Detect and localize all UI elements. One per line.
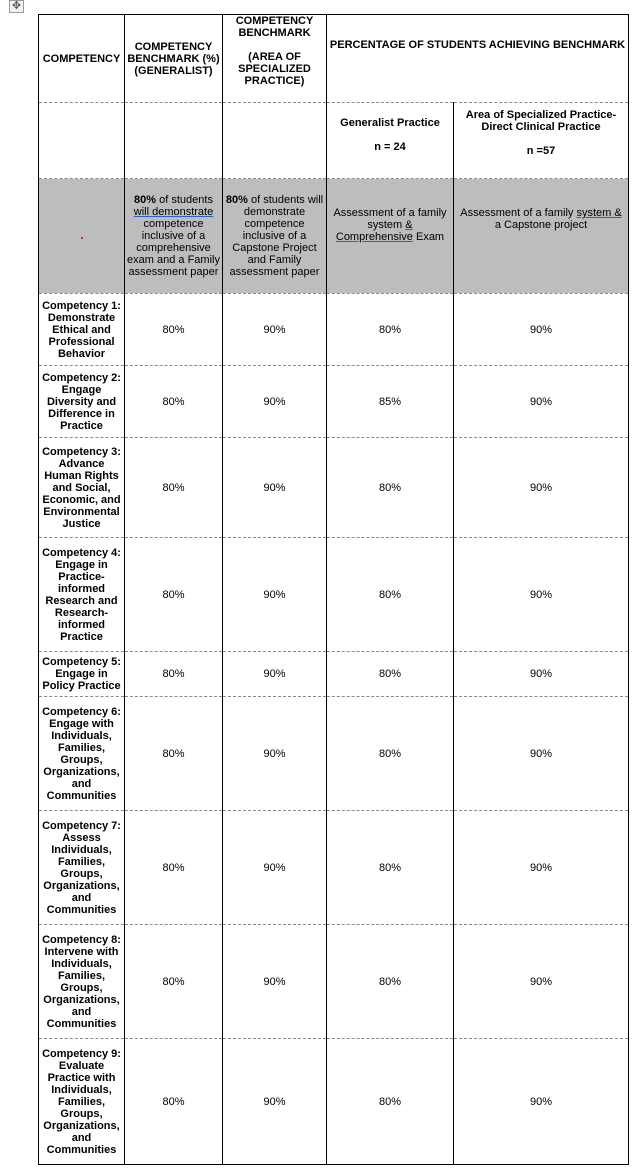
specialized-benchmark-value: 90% bbox=[223, 438, 327, 538]
header-generalist-benchmark: COMPETENCY BENCHMARK (%) (GENERALIST) bbox=[125, 15, 223, 103]
competency-name: Competency 3: Advance Human Rights and Social, Economic, and Environmental Justice bbox=[39, 438, 125, 538]
subheader-row bbox=[39, 103, 629, 179]
generalist-benchmark-value: 80% bbox=[125, 538, 223, 652]
header-competency: COMPETENCY bbox=[39, 15, 125, 103]
specialized-percentage-value: 90% bbox=[454, 438, 629, 538]
specialized-benchmark-value: 90% bbox=[223, 811, 327, 925]
subheader-generalist bbox=[327, 103, 454, 179]
generalist-benchmark-percent: 80% bbox=[134, 194, 157, 206]
competency-name: Competency 9: Evaluate Practice with Individuals, Families, Groups, Organizations, and Communities bbox=[39, 1039, 125, 1165]
generalist-benchmark-underlined: will demonstrate bbox=[133, 206, 214, 218]
generalist-percentage-value: 80% bbox=[327, 697, 454, 811]
generalist-assessment-underlined-2: Comprehensive bbox=[335, 231, 413, 243]
generalist-benchmark-value: 80% bbox=[125, 697, 223, 811]
competency-name: Competency 2: Engage Diversity and Difference in Practice bbox=[39, 366, 125, 438]
subheader-empty-3 bbox=[223, 103, 327, 179]
description-row bbox=[39, 179, 629, 294]
generalist-benchmark-value: 80% bbox=[125, 294, 223, 366]
generalist-benchmark-text-2: competence inclusive of a comprehensive exam and a Family assessment paper bbox=[127, 218, 220, 278]
specialized-benchmark-text: of students will demonstrate competence inclusive of a Capstone Project and Family assessment paper bbox=[229, 194, 324, 278]
table-row bbox=[39, 366, 629, 438]
specialized-percentage-value: 90% bbox=[454, 697, 629, 811]
specialized-percentage-value: 90% bbox=[454, 811, 629, 925]
subheader-empty-2 bbox=[125, 103, 223, 179]
generalist-assessment-underlined-1: & bbox=[405, 219, 413, 231]
generalist-percentage-value: 80% bbox=[327, 438, 454, 538]
generalist-percentage-value: 80% bbox=[327, 294, 454, 366]
generalist-percentage-value: 80% bbox=[327, 1039, 454, 1165]
header-specialized-benchmark bbox=[223, 15, 327, 103]
specialized-benchmark-value: 90% bbox=[223, 697, 327, 811]
description-empty bbox=[39, 179, 125, 294]
specialized-percentage-value: 90% bbox=[454, 652, 629, 697]
generalist-benchmark-value: 80% bbox=[125, 652, 223, 697]
specialized-benchmark-value: 90% bbox=[223, 1039, 327, 1165]
specialized-benchmark-description bbox=[223, 179, 327, 294]
subheader-generalist-n: n = 24 bbox=[374, 141, 406, 153]
specialized-percentage-value: 90% bbox=[454, 1039, 629, 1165]
subheader-empty-1 bbox=[39, 103, 125, 179]
generalist-percentage-value: 80% bbox=[327, 811, 454, 925]
table-row bbox=[39, 697, 629, 811]
specialized-percentage-value: 90% bbox=[454, 294, 629, 366]
table-row bbox=[39, 1039, 629, 1165]
generalist-benchmark-description bbox=[125, 179, 223, 294]
table-row bbox=[39, 438, 629, 538]
subheader-specialized-n: n =57 bbox=[526, 145, 556, 157]
specialized-benchmark-value: 90% bbox=[223, 366, 327, 438]
generalist-benchmark-value: 80% bbox=[125, 438, 223, 538]
generalist-percentage-value: 80% bbox=[327, 538, 454, 652]
competency-name: Competency 6: Engage with Individuals, Families, Groups, Organizations, and Communities bbox=[39, 697, 125, 811]
subheader-specialized-label: Area of Specialized Practice-Direct Clinical Practice bbox=[465, 109, 617, 133]
competency-benchmark-table bbox=[38, 14, 629, 1165]
specialized-percentage-value: 90% bbox=[454, 366, 629, 438]
specialized-assessment-underlined: system & bbox=[576, 207, 622, 219]
specialized-assessment-text-1: Assessment of a family bbox=[460, 207, 577, 219]
generalist-assessment-text-1: Assessment of a family system bbox=[333, 207, 447, 231]
specialized-assessment-text-2: a Capstone project bbox=[494, 219, 588, 231]
header-specialized-benchmark-line2: (AREA OF SPECIALIZED PRACTICE) bbox=[238, 51, 311, 87]
table-row bbox=[39, 652, 629, 697]
specialized-benchmark-value: 90% bbox=[223, 652, 327, 697]
specialized-benchmark-value: 90% bbox=[223, 294, 327, 366]
specialized-percentage-value: 90% bbox=[454, 538, 629, 652]
table-row bbox=[39, 811, 629, 925]
specialized-benchmark-value: 90% bbox=[223, 925, 327, 1039]
generalist-assessment-text-2: Exam bbox=[412, 231, 445, 243]
specialized-benchmark-value: 90% bbox=[223, 538, 327, 652]
table-row bbox=[39, 294, 629, 366]
generalist-benchmark-value: 80% bbox=[125, 1039, 223, 1165]
competency-name: Competency 7: Assess Individuals, Families, Groups, Organizations, and Communities bbox=[39, 811, 125, 925]
competency-name: Competency 4: Engage in Practice-informed Research and Research-informed Practice bbox=[39, 538, 125, 652]
subheader-generalist-label: Generalist Practice bbox=[340, 117, 440, 129]
generalist-percentage-value: 80% bbox=[327, 652, 454, 697]
competency-name: Competency 1: Demonstrate Ethical and Professional Behavior bbox=[39, 294, 125, 366]
subheader-specialized bbox=[454, 103, 629, 179]
generalist-percentage-value: 85% bbox=[327, 366, 454, 438]
table-row bbox=[39, 925, 629, 1039]
header-row bbox=[39, 15, 629, 103]
generalist-benchmark-value: 80% bbox=[125, 366, 223, 438]
table-row bbox=[39, 538, 629, 652]
generalist-practice-assessment bbox=[327, 179, 454, 294]
header-specialized-benchmark-line1: COMPETENCY BENCHMARK bbox=[235, 15, 314, 39]
red-mark bbox=[81, 237, 83, 239]
header-percentage: PERCENTAGE OF STUDENTS ACHIEVING BENCHMARK bbox=[327, 15, 629, 103]
specialized-percentage-value: 90% bbox=[454, 925, 629, 1039]
generalist-percentage-value: 80% bbox=[327, 925, 454, 1039]
move-cross-icon[interactable]: ✥ bbox=[9, 0, 24, 13]
generalist-benchmark-value: 80% bbox=[125, 811, 223, 925]
competency-name: Competency 8: Intervene with Individuals, Families, Groups, Organizations, and Communities bbox=[39, 925, 125, 1039]
specialized-practice-assessment bbox=[454, 179, 629, 294]
generalist-benchmark-value: 80% bbox=[125, 925, 223, 1039]
specialized-benchmark-percent: 80% bbox=[225, 194, 248, 206]
generalist-benchmark-text-1: of students bbox=[156, 194, 213, 206]
competency-name: Competency 5: Engage in Policy Practice bbox=[39, 652, 125, 697]
